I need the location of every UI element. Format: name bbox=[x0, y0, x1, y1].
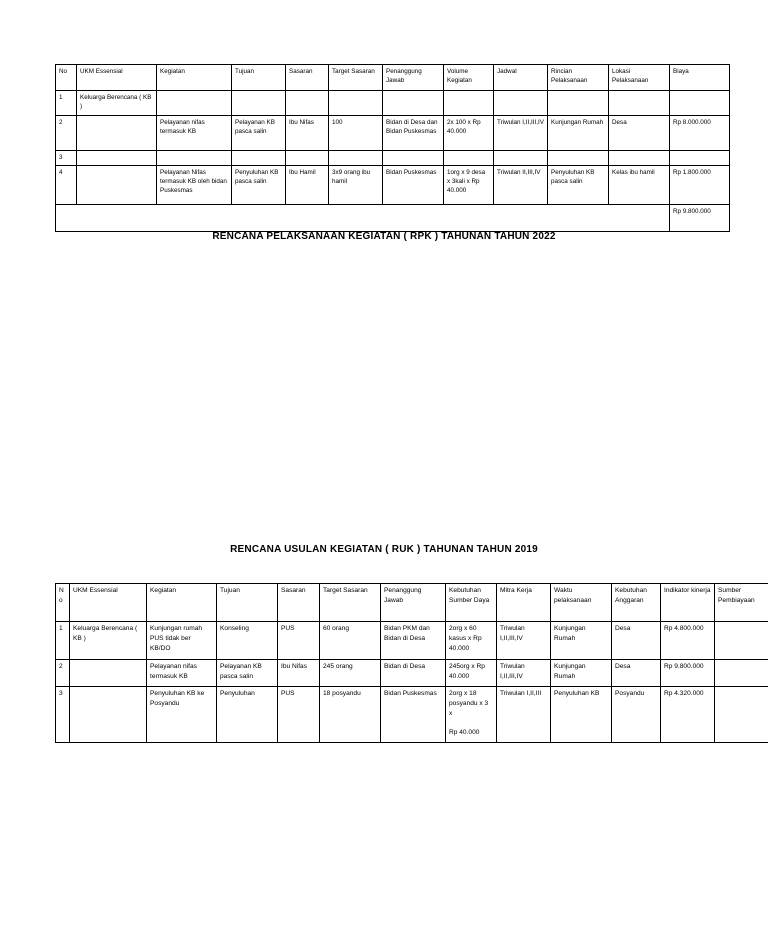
table-cell bbox=[715, 687, 768, 743]
table-cell bbox=[77, 116, 157, 151]
header-cell: No bbox=[56, 65, 77, 91]
header-cell: Lokasi Pelaksanaan bbox=[609, 65, 670, 91]
table-cell: Rp 4.800.000 bbox=[661, 622, 715, 660]
table-cell: 2org x 18 posyandu x 3 x Rp 40.000 bbox=[446, 687, 497, 743]
table-cell: 1org x 9 desa x 3kali x Rp 40.000 bbox=[444, 166, 494, 205]
total-cost: Rp 9.800.000 bbox=[670, 205, 730, 232]
table-cell bbox=[70, 687, 147, 743]
table-row bbox=[56, 116, 730, 151]
table-cell bbox=[70, 660, 147, 687]
table-cell: 1 bbox=[56, 91, 77, 116]
total-spacer bbox=[56, 205, 670, 232]
table-cell: 2 bbox=[56, 116, 77, 151]
table-cell: Rp 4.320.000 bbox=[661, 687, 715, 743]
table-cell: Keluarga Berencana ( KB ) bbox=[70, 622, 147, 660]
table-cell bbox=[383, 151, 444, 166]
table-cell: 3x9 orang ibu hamil bbox=[329, 166, 383, 205]
table-cell bbox=[329, 91, 383, 116]
header-cell: UKM Essensial bbox=[70, 584, 147, 622]
table-row bbox=[56, 660, 768, 687]
table-cell: Bidan PKM dan Bidan di Desa bbox=[381, 622, 446, 660]
table-cell: Triwulan I,II,III,IV bbox=[497, 622, 551, 660]
header-cell: Jadwal bbox=[494, 65, 548, 91]
header-cell: Penanggung Jawab bbox=[383, 65, 444, 91]
table-cell: Desa bbox=[612, 622, 661, 660]
table-row bbox=[56, 687, 768, 743]
table-cell: 100 bbox=[329, 116, 383, 151]
table-cell: Triwulan I,II,III,IV bbox=[494, 116, 548, 151]
table-cell bbox=[232, 151, 286, 166]
table-cell: 245org x Rp 40.000 bbox=[446, 660, 497, 687]
header-cell: Tujuan bbox=[217, 584, 278, 622]
table-cell: Kunjungan rumah PUS tidak ber KB/DO bbox=[147, 622, 217, 660]
ruk-title: RENCANA USULAN KEGIATAN ( RUK ) TAHUNAN TAHUN 2019 bbox=[230, 544, 538, 555]
header-cell: N o bbox=[56, 584, 70, 622]
table-cell bbox=[286, 151, 329, 166]
table-cell: Kunjungan Rumah bbox=[551, 660, 612, 687]
table-cell bbox=[670, 91, 730, 116]
table-cell: Kelas ibu hamil bbox=[609, 166, 670, 205]
table-cell: 18 posyandu bbox=[320, 687, 381, 743]
table-cell: Bidan di Desa bbox=[381, 660, 446, 687]
table-cell bbox=[383, 91, 444, 116]
table-cell: Penyuluhan KB pasca salin bbox=[548, 166, 609, 205]
header-cell: UKM Essensial bbox=[77, 65, 157, 91]
table-cell: Bidan Puskesmas bbox=[381, 687, 446, 743]
table-cell bbox=[329, 151, 383, 166]
table-cell: Desa bbox=[612, 660, 661, 687]
table-cell: Ibu Hamil bbox=[286, 166, 329, 205]
table-cell bbox=[77, 166, 157, 205]
header-cell: Sasaran bbox=[278, 584, 320, 622]
table-cell: Rp 1.800.000 bbox=[670, 166, 730, 205]
total-row bbox=[56, 205, 730, 232]
table-cell bbox=[715, 660, 768, 687]
table-cell: Pelayanan nifas termasuk KB bbox=[157, 116, 232, 151]
table-cell bbox=[548, 151, 609, 166]
table-header-row bbox=[56, 65, 730, 91]
table-cell: 3 bbox=[56, 151, 77, 166]
table-cell bbox=[548, 91, 609, 116]
table-cell bbox=[157, 151, 232, 166]
table-cell bbox=[494, 151, 548, 166]
header-cell: Tujuan bbox=[232, 65, 286, 91]
table-cell: Posyandu bbox=[612, 687, 661, 743]
header-cell: Biaya bbox=[670, 65, 730, 91]
header-cell: Penanggung Jawab bbox=[381, 584, 446, 622]
cost-line: Rp 40.000 bbox=[449, 729, 480, 736]
header-cell: Volume Kegiatan bbox=[444, 65, 494, 91]
header-cell: Kebutuhan Sumber Daya bbox=[446, 584, 497, 622]
table-cell: Keluarga Berencana ( KB ) bbox=[77, 91, 157, 116]
table-header-row bbox=[56, 584, 768, 622]
table-cell: Penyuluhan KB pasca salin bbox=[232, 166, 286, 205]
table-cell: Pelayanan KB pasca salin bbox=[217, 660, 278, 687]
header-cell: Target Sasaran bbox=[329, 65, 383, 91]
table-cell: Konseling bbox=[217, 622, 278, 660]
table-cell bbox=[157, 91, 232, 116]
rpk-title: RENCANA PELAKSANAAN KEGIATAN ( RPK ) TAHUNAN TAHUN 2022 bbox=[212, 231, 556, 242]
table-cell: 245 orang bbox=[320, 660, 381, 687]
table-cell bbox=[444, 151, 494, 166]
header-cell: Kegiatan bbox=[147, 584, 217, 622]
table-cell: Desa bbox=[609, 116, 670, 151]
table-cell bbox=[609, 151, 670, 166]
header-cell: Rincian Pelaksanaan bbox=[548, 65, 609, 91]
header-cell: Kegiatan bbox=[157, 65, 232, 91]
table-row bbox=[56, 91, 730, 116]
table-cell: Bidan Puskesmas bbox=[383, 166, 444, 205]
header-cell: Waktu pelaksanaan bbox=[551, 584, 612, 622]
table-cell bbox=[232, 91, 286, 116]
header-cell: Indikator kinerja bbox=[661, 584, 715, 622]
table-cell: Pelayanan KB pasca salin bbox=[232, 116, 286, 151]
table-cell: Triwulan II,III,IV bbox=[494, 166, 548, 205]
table-cell: Penyuluhan KB ke Posyandu bbox=[147, 687, 217, 743]
table-cell: Pelayanan Nifas termasuk KB oleh bidan Puskesmas bbox=[157, 166, 232, 205]
table-cell: Triwulan I,II,III,IV bbox=[497, 660, 551, 687]
table-cell: 60 orang bbox=[320, 622, 381, 660]
table-cell: Rp 9.800.000 bbox=[661, 660, 715, 687]
rpk-table bbox=[55, 64, 730, 232]
header-cell: Kebutuhan Anggaran bbox=[612, 584, 661, 622]
table-cell bbox=[286, 91, 329, 116]
table-cell: Ibu Nifas bbox=[278, 660, 320, 687]
header-cell: Mitra Kerja bbox=[497, 584, 551, 622]
table-cell: Penyuluhan bbox=[217, 687, 278, 743]
header-cell: Target Sasaran bbox=[320, 584, 381, 622]
table-cell: PUS bbox=[278, 622, 320, 660]
table-cell: Kunjungan Rumah bbox=[551, 622, 612, 660]
table-cell: Kunjungan Rumah bbox=[548, 116, 609, 151]
table-cell: Pelayanan nifas termasuk KB bbox=[147, 660, 217, 687]
table-cell: 3 bbox=[56, 687, 70, 743]
table-row bbox=[56, 151, 730, 166]
table-cell: 1 bbox=[56, 622, 70, 660]
header-cell: Sasaran bbox=[286, 65, 329, 91]
table-cell bbox=[670, 151, 730, 166]
ruk-table bbox=[55, 583, 768, 743]
table-cell bbox=[77, 151, 157, 166]
table-row bbox=[56, 622, 768, 660]
table-cell bbox=[494, 91, 548, 116]
table-cell: Rp 8.000.000 bbox=[670, 116, 730, 151]
table-cell: Penyuluhan KB bbox=[551, 687, 612, 743]
table-cell: 4 bbox=[56, 166, 77, 205]
table-cell: 2org x 60 kasus x Rp 40.000 bbox=[446, 622, 497, 660]
table-cell: Ibu Nifas bbox=[286, 116, 329, 151]
table-cell bbox=[609, 91, 670, 116]
table-cell bbox=[715, 622, 768, 660]
header-cell: Sumber Pembiayaan bbox=[715, 584, 768, 622]
table-cell: 2x 100 x Rp 40.000 bbox=[444, 116, 494, 151]
table-row bbox=[56, 166, 730, 205]
table-cell bbox=[444, 91, 494, 116]
table-cell: Bidan di Desa dan Bidan Puskesmas bbox=[383, 116, 444, 151]
table-cell: 2 bbox=[56, 660, 70, 687]
table-cell: Triwulan I,II,III bbox=[497, 687, 551, 743]
table-cell: PUS bbox=[278, 687, 320, 743]
